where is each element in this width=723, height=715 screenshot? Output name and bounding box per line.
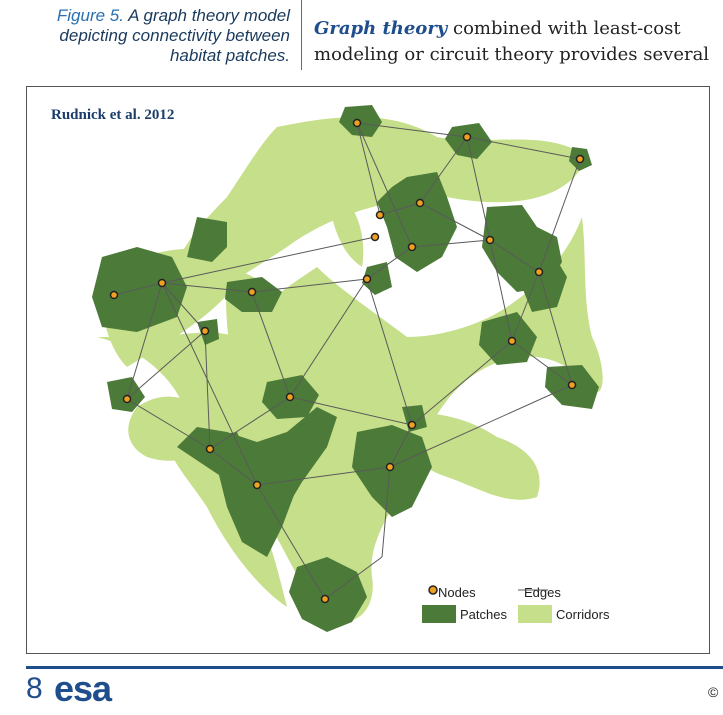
node (364, 276, 371, 283)
body-paragraph (314, 16, 719, 68)
legend-edges (518, 583, 561, 601)
caption-divider (301, 0, 302, 70)
node (207, 446, 214, 453)
node (409, 244, 416, 251)
legend-patches-label: Patches (460, 606, 507, 622)
edge-swatch (518, 583, 548, 597)
node (577, 156, 584, 163)
footer-rule (26, 666, 723, 669)
copyright-icon: © (708, 684, 719, 700)
patch-swatch (422, 605, 456, 623)
node (202, 328, 209, 335)
node (287, 394, 294, 401)
figure-label: Figure 5. (56, 6, 124, 25)
node (509, 338, 516, 345)
node (377, 212, 384, 219)
legend-patches (422, 605, 507, 623)
legend-edges-label: Edges (524, 584, 561, 600)
body-lead: Graph theory (314, 18, 448, 39)
node (487, 237, 494, 244)
corridor-swatch (518, 605, 552, 623)
node (354, 120, 361, 127)
habitat-network-map (27, 87, 711, 655)
corridors-layer (97, 117, 603, 621)
node (569, 382, 576, 389)
legend (422, 581, 642, 629)
node (464, 134, 471, 141)
node (536, 269, 543, 276)
node (124, 396, 131, 403)
figure-caption-text: A graph theory model depicting connectivity between habitat patches. (59, 6, 290, 65)
legend-nodes-label: Nodes (438, 584, 476, 600)
node (322, 596, 329, 603)
legend-nodes (426, 583, 476, 601)
node (249, 289, 256, 296)
node (372, 234, 379, 241)
node-swatch (426, 583, 440, 597)
esa-logo: esa (54, 668, 112, 709)
node (111, 292, 118, 299)
figure-caption (10, 6, 290, 66)
node (159, 280, 166, 287)
body-rest: combined with least-cost modeling or circuit theory provides several (314, 18, 710, 65)
node (254, 482, 261, 489)
figure-credit: Rudnick et al. 2012 (51, 107, 175, 123)
legend-corridors (518, 605, 609, 623)
node (387, 464, 394, 471)
graph-figure (26, 86, 710, 654)
page-number: 8 (26, 672, 43, 705)
legend-corridors-label: Corridors (556, 606, 610, 622)
node (417, 200, 424, 207)
node (409, 422, 416, 429)
